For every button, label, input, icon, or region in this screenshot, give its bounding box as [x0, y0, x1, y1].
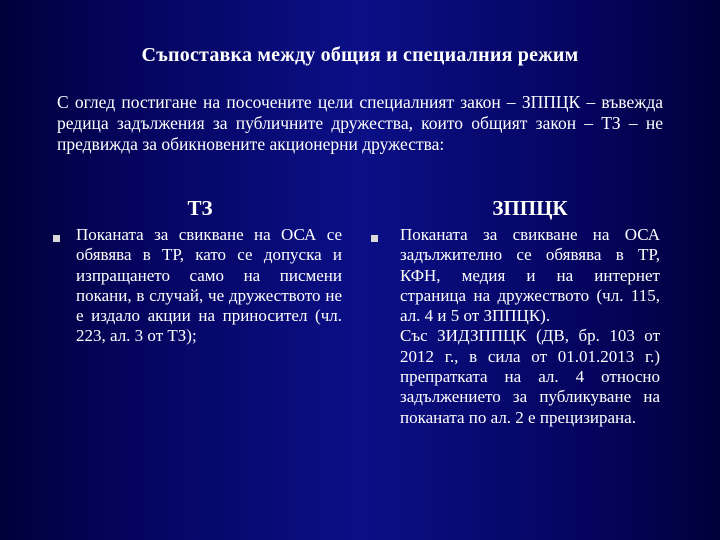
slide-title: Съпоставка между общия и специалния режим — [141, 44, 579, 66]
left-column-text — [76, 225, 342, 347]
right-bullet-icon — [371, 235, 378, 242]
left-column-heading: ТЗ — [187, 196, 213, 220]
right-column-paragraph: Поканата за свикване на ОСА задължително се обявява в ТР, КФН, медия и на интернет страница на дружеството (чл. 115, ал. 4 и 5 от ЗППЦК). — [400, 225, 660, 326]
right-column-text — [400, 225, 660, 428]
right-column-heading: ЗППЦК — [492, 196, 568, 220]
intro-paragraph: С оглед постигане на посочените цели специалният закон – ЗППЦК – въвежда редица задължения за публичните дружества, които общият закон – ТЗ – не предвижда за обикновените акционерни дружества: — [57, 92, 663, 154]
left-column-paragraph: Поканата за свикване на ОСА се обявява в ТР, като се допуска и изпращането само на писмени покани, в случай, че дружеството не е издало акции на приносител (чл. 223, ал. 3 от ТЗ); — [76, 225, 342, 346]
right-column-paragraph-2: Със ЗИДЗППЦК (ДВ, бр. 103 от 2012 г., в сила от 01.01.2013 г.) препратката на ал. 4 относно задължението за публикуване на поканата по ал. 2 е прецизирана. — [400, 326, 660, 427]
left-bullet-icon — [53, 235, 60, 242]
